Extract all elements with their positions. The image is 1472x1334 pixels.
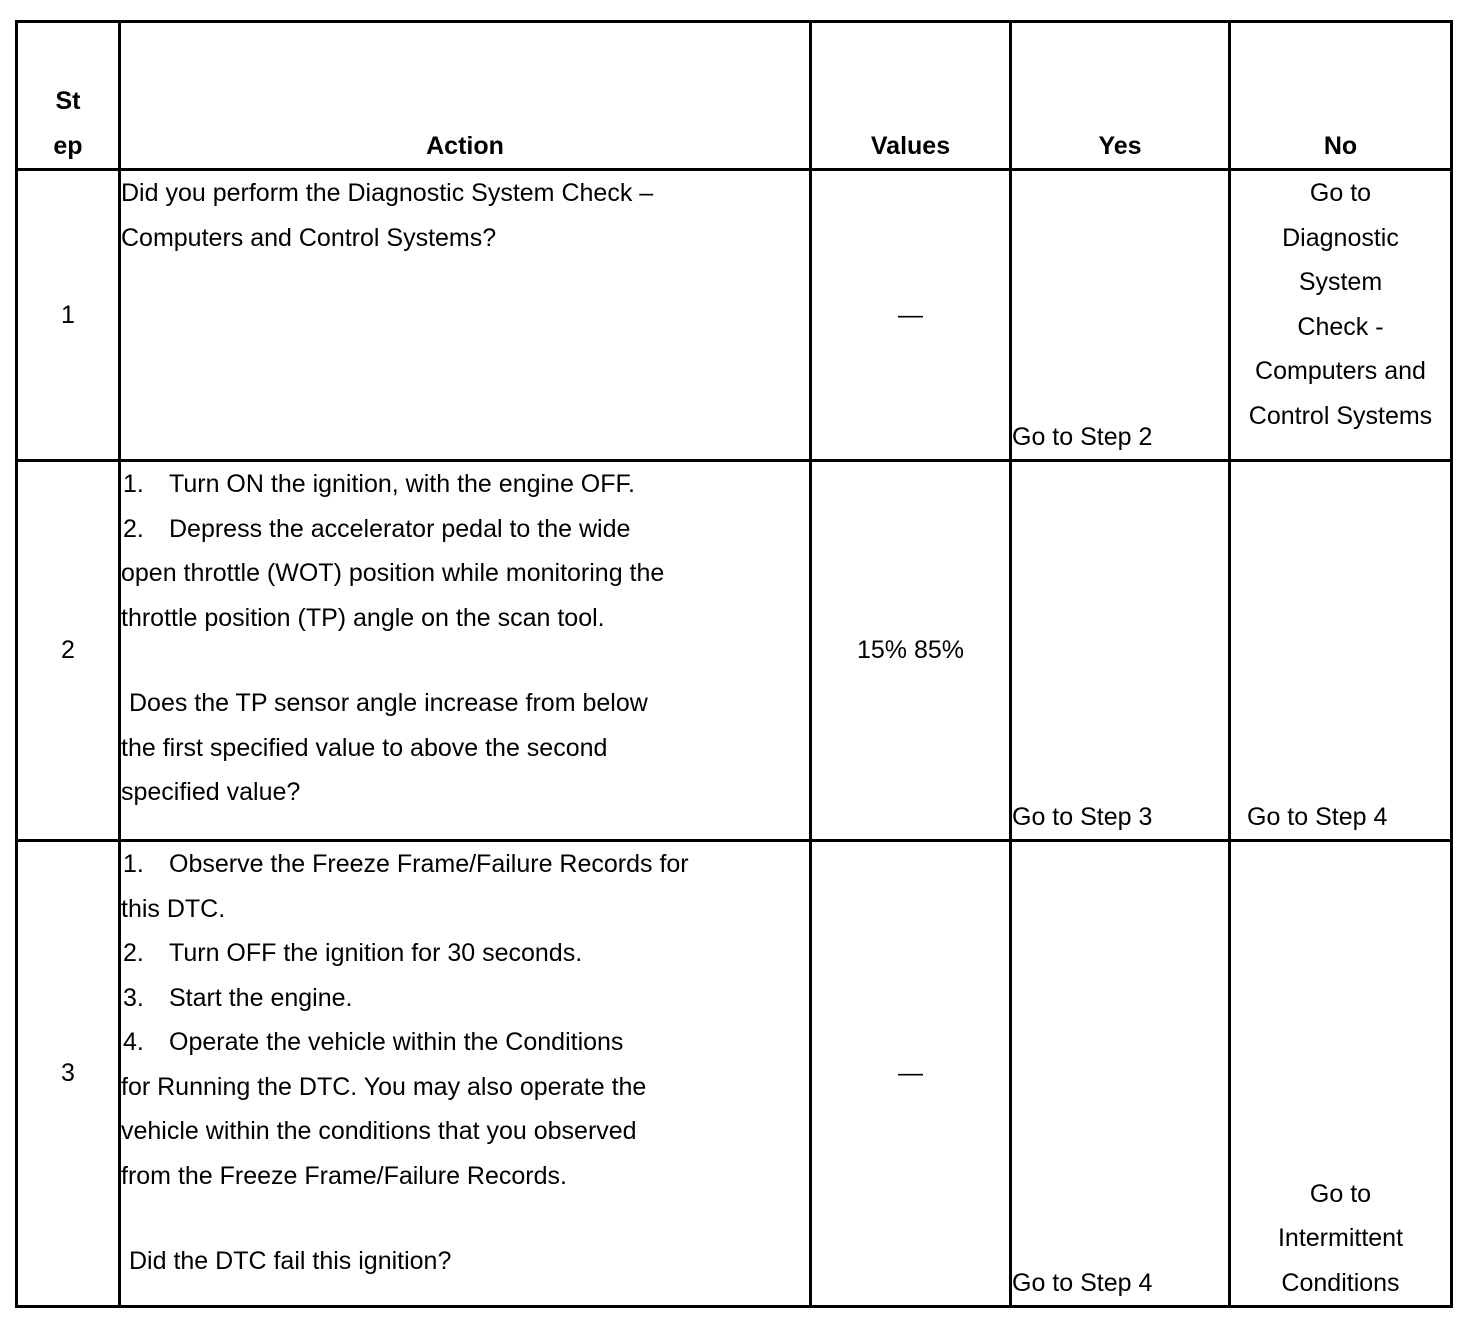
yes-cell: Go to Step 3 [1011, 461, 1230, 841]
action-question: the first specified value to above the second [121, 733, 608, 762]
action-list-item [121, 931, 809, 976]
list-number: 1. [123, 470, 144, 498]
list-number: 1. [123, 850, 144, 878]
no-line: Go to [1309, 1179, 1372, 1208]
action-cell [120, 170, 811, 461]
list-number: 3. [123, 983, 144, 1012]
list-text: Operate the vehicle within the Conditions [169, 1028, 624, 1056]
list-number: 2. [123, 939, 144, 967]
values-cell: — [811, 170, 1011, 461]
list-text: Depress the accelerator pedal to the wide [169, 514, 631, 543]
action-line: for Running the DTC. You may also operate the [121, 1072, 647, 1101]
action-question: Does the TP sensor angle increase from below [129, 689, 648, 717]
action-list-item [121, 976, 809, 1021]
header-action: Action [120, 22, 811, 170]
action-line: open throttle (WOT) position while monitoring the [121, 559, 665, 587]
step-number: 2 [17, 461, 120, 841]
list-number: 4. [123, 1028, 144, 1056]
no-line: Check - [1297, 312, 1384, 341]
diagnostic-table [15, 20, 1453, 1308]
action-line: this DTC. [121, 894, 226, 923]
yes-cell: Go to Step 2 [1011, 170, 1230, 461]
action-question: Did the DTC fail this ignition? [129, 1247, 452, 1275]
header-step-line1: St [55, 87, 81, 115]
header-no: No [1230, 22, 1452, 170]
action-line: Did you perform the Diagnostic System Check – [121, 179, 654, 207]
action-list-item [121, 462, 809, 507]
list-text: Observe the Freeze Frame/Failure Records for [169, 850, 689, 878]
list-text: Start the engine. [169, 983, 353, 1012]
action-list-item [121, 507, 809, 552]
action-line: from the Freeze Frame/Failure Records. [121, 1161, 567, 1190]
no-line: Go to [1309, 179, 1372, 207]
table-row [17, 461, 1452, 841]
header-yes: Yes [1011, 22, 1230, 170]
no-line: System [1298, 268, 1383, 296]
header-values: Values [811, 22, 1011, 170]
action-line: Computers and Control Systems? [121, 223, 497, 252]
action-list-item [121, 842, 809, 887]
yes-cell: Go to Step 4 [1011, 841, 1230, 1307]
action-cell [120, 841, 811, 1307]
list-number: 2. [123, 514, 144, 543]
step-number: 1 [17, 170, 120, 461]
header-step-line2: ep [53, 131, 83, 160]
action-cell [120, 461, 811, 841]
no-line: Computers and [1255, 357, 1426, 385]
action-list-item [121, 1020, 809, 1065]
no-line: Control Systems [1248, 401, 1433, 430]
values-cell: — [811, 841, 1011, 1307]
list-text: Turn ON the ignition, with the engine OFF. [169, 470, 635, 498]
table-row [17, 170, 1452, 461]
no-line: Intermittent [1277, 1224, 1404, 1252]
action-line: vehicle within the conditions that you observed [121, 1117, 637, 1145]
table-row [17, 841, 1452, 1307]
header-step [17, 22, 120, 170]
no-cell [1230, 841, 1452, 1307]
action-line: throttle position (TP) angle on the scan tool. [121, 603, 605, 632]
no-cell [1230, 170, 1452, 461]
list-text: Turn OFF the ignition for 30 seconds. [169, 939, 583, 967]
no-line: Diagnostic [1282, 223, 1399, 252]
no-cell: Go to Step 4 [1230, 461, 1452, 841]
action-question: specified value? [121, 778, 301, 806]
step-number: 3 [17, 841, 120, 1307]
no-line: Conditions [1281, 1268, 1400, 1297]
values-cell: 15% 85% [811, 461, 1011, 841]
header-row [17, 22, 1452, 170]
